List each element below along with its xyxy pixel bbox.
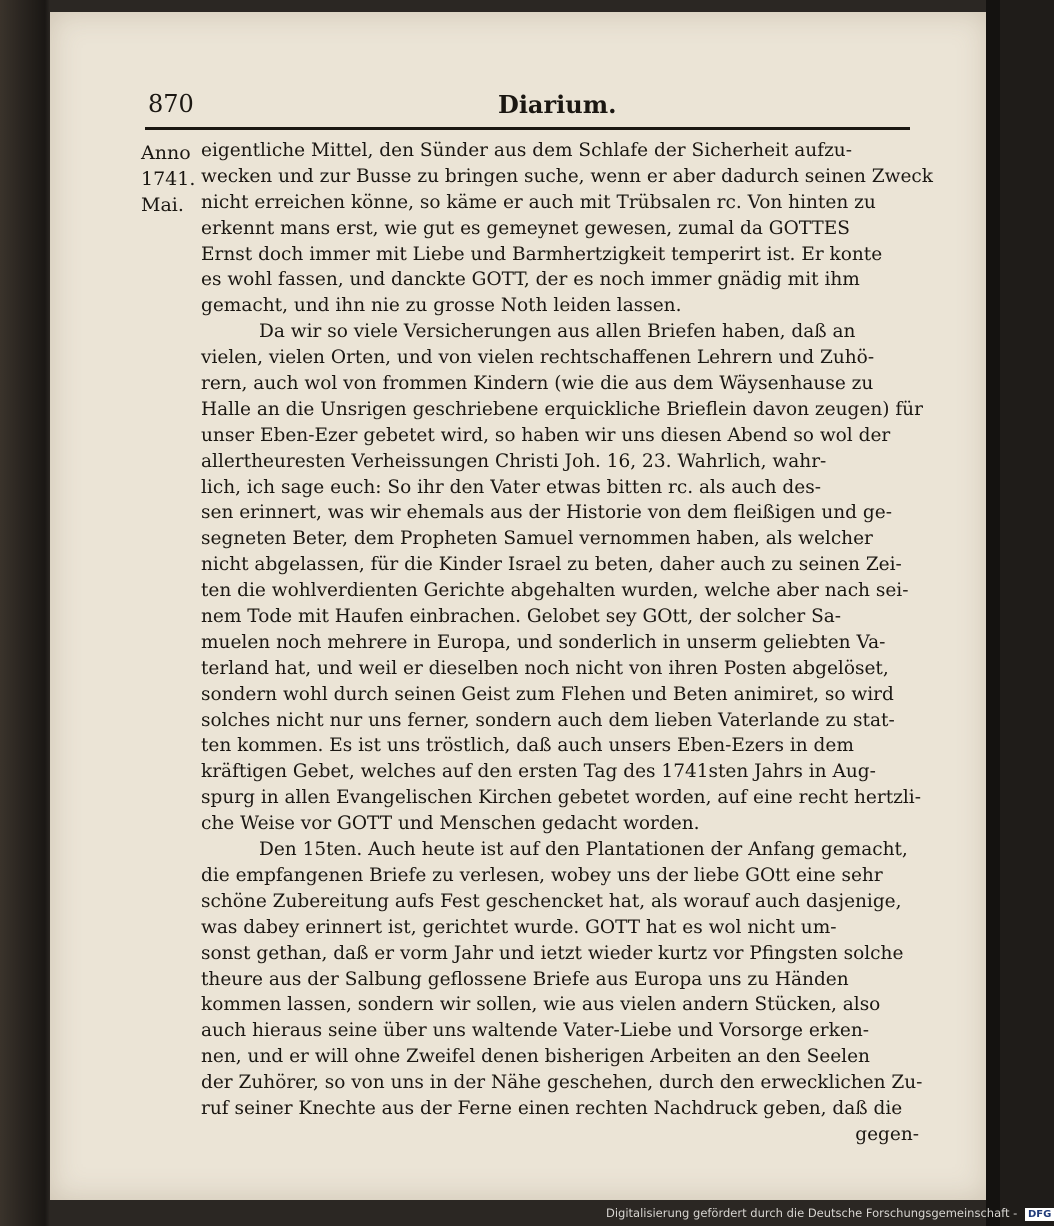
text-line: der Zuhörer, so von uns in der Nähe geschehen, durch den erwecklichen Zu- — [201, 1072, 923, 1094]
text-line: allertheuresten Verheissungen Christi Joh. 16, 23. Wahrlich, wahr- — [201, 450, 827, 472]
paragraph-start-line: Da wir so viele Versicherungen aus allen Briefen haben, daß an — [259, 321, 856, 343]
running-title: Diarium. — [498, 90, 617, 119]
text-line: ten die wohlverdienten Gerichte abgehalten wurden, welche aber nach sei- — [201, 580, 909, 602]
text-line: Ernst doch immer mit Liebe und Barmhertzigkeit temperirt ist. Er konte — [201, 243, 883, 265]
text-line: nem Tode mit Haufen einbrachen. Gelobet sey GOtt, der solcher Sa- — [201, 606, 842, 628]
margin-line: Mai. — [141, 194, 184, 216]
text-line: die empfangenen Briefe zu verlesen, wobey uns der liebe GOtt eine sehr — [201, 864, 883, 886]
margin-note — [141, 140, 199, 218]
text-line: solches nicht nur uns ferner, sondern auch dem lieben Vaterlande zu stat- — [201, 709, 895, 731]
text-line: theure aus der Salbung geflossene Briefe aus Europa uns zu Händen — [201, 968, 849, 990]
text-line: was dabey erinnert ist, gerichtet wurde. GOTT hat es wol nicht um- — [201, 916, 837, 938]
page-number: 870 — [148, 90, 194, 118]
text-line: gemacht, und ihn nie zu grosse Noth leiden lassen. — [201, 295, 682, 317]
page-header — [148, 90, 908, 126]
text-line: es wohl fassen, und danckte GOTT, der es noch immer gnädig mit ihm — [201, 269, 860, 291]
text-line: nicht erreichen könne, so käme er auch mit Trübsalen rc. Von hinten zu — [201, 191, 876, 213]
text-line: spurg in allen Evangelischen Kirchen gebetet worden, auf eine recht hertzli- — [201, 787, 921, 809]
text-line: terland hat, und weil er dieselben noch nicht von ihren Posten abgelöset, — [201, 657, 889, 679]
text-line: kommen lassen, sondern wir sollen, wie aus vielen andern Stücken, also — [201, 994, 881, 1016]
text-line: schöne Zubereitung aufs Fest geschencket hat, als worauf auch dasjenige, — [201, 890, 902, 912]
funding-banner — [606, 1206, 1054, 1224]
catchword: gegen- — [855, 1123, 919, 1145]
page-edge-shadow — [986, 0, 1000, 1226]
text-line: wecken und zur Busse zu bringen suche, wenn er aber dadurch seinen Zweck — [201, 165, 933, 187]
body-text — [201, 138, 933, 1148]
text-line: unser Eben-Ezer gebetet wird, so haben wir uns diesen Abend so wol der — [201, 424, 891, 446]
text-line: eigentliche Mittel, den Sünder aus dem Schlafe der Sicherheit aufzu- — [201, 140, 852, 161]
text-line: lich, ich sage euch: So ihr den Vater etwas bitten rc. als auch des- — [201, 476, 821, 498]
text-line: che Weise vor GOTT und Menschen gedacht worden. — [201, 813, 700, 835]
funding-text: Digitalisierung gefördert durch die Deutsche Forschungsgemeinschaft - — [606, 1206, 1018, 1220]
text-line: rern, auch wol von frommen Kindern (wie die aus dem Wäysenhause zu — [201, 373, 874, 395]
text-line: segneten Beter, dem Propheten Samuel vernommen haben, als welcher — [201, 528, 873, 550]
text-line: erkennt mans erst, wie gut es gemeynet gewesen, zumal da GOTTES — [201, 217, 850, 239]
margin-line: Anno — [141, 142, 191, 164]
text-line: nicht abgelassen, für die Kinder Israel zu beten, daher auch zu seinen Zei- — [201, 554, 902, 576]
paragraph-start-line: Den 15ten. Auch heute ist auf den Plantationen der Anfang gemacht, — [259, 839, 908, 861]
text-line: sondern wohl durch seinen Geist zum Flehen und Beten animiret, so wird — [201, 683, 894, 705]
dfg-logo: DFG — [1025, 1208, 1054, 1221]
text-line: nen, und er will ohne Zweifel denen bisherigen Arbeiten an den Seelen — [201, 1046, 870, 1068]
text-line: Halle an die Unsrigen geschriebene erquickliche Brieflein davon zeugen) für — [201, 398, 923, 420]
text-line: muelen noch mehrere in Europa, und sonderlich in unserm geliebten Va- — [201, 631, 886, 653]
text-line: vielen, vielen Orten, und von vielen rechtschaffenen Lehrern und Zuhö- — [201, 347, 875, 369]
text-line: auch hieraus seine über uns waltende Vater-Liebe und Vorsorge erken- — [201, 1020, 869, 1042]
text-line: sonst gethan, daß er vorm Jahr und ietzt wieder kurtz vor Pfingsten solche — [201, 942, 904, 964]
text-line: ten kommen. Es ist uns tröstlich, daß auch unsers Eben-Ezers in dem — [201, 735, 854, 757]
text-line: kräftigen Gebet, welches auf den ersten Tag des 1741sten Jahrs in Aug- — [201, 761, 876, 783]
text-line: sen erinnert, was wir ehemals aus der Historie von dem fleißigen und ge- — [201, 502, 892, 524]
header-rule — [145, 127, 910, 130]
text-line: ruf seiner Knechte aus der Ferne einen rechten Nachdruck geben, daß die — [201, 1097, 903, 1119]
margin-line: 1741. — [141, 168, 196, 190]
